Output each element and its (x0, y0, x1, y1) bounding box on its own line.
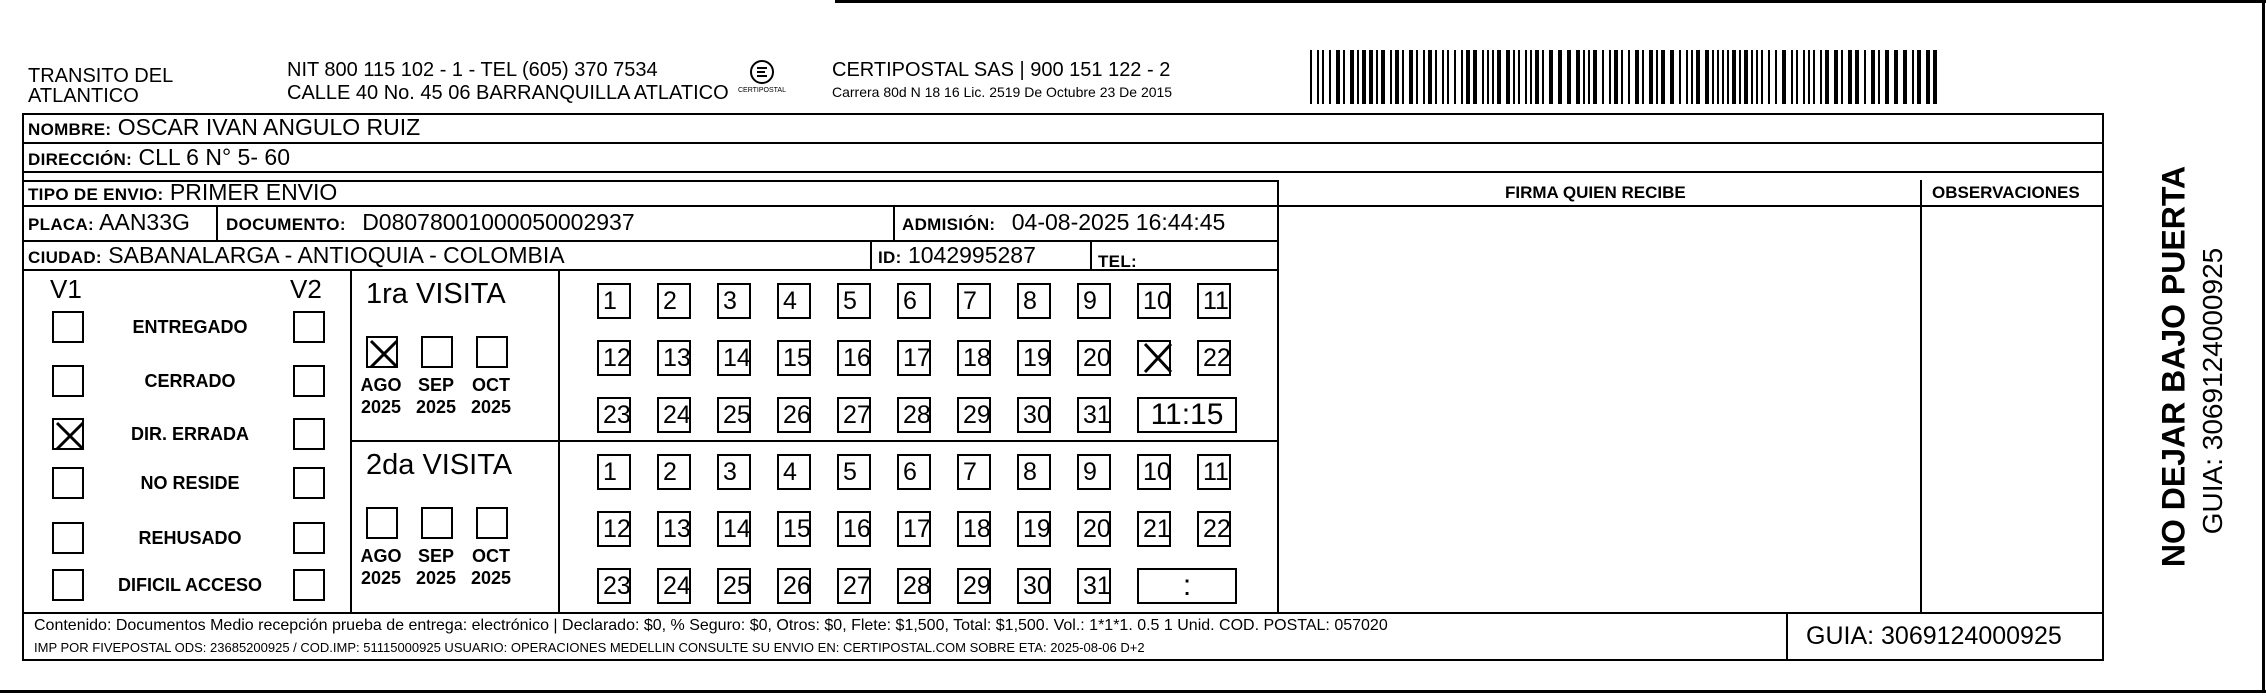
first-visit-day-box[interactable]: 17 (897, 340, 931, 376)
v2-checkbox[interactable] (293, 311, 325, 343)
first-visit-day-box[interactable]: 13 (657, 340, 691, 376)
second-visit-time-box[interactable]: : (1137, 568, 1237, 604)
second-visit-day-box[interactable]: 21 (1137, 511, 1171, 547)
col-tel-left (1090, 240, 1092, 269)
first-visit-day-box[interactable]: 15 (777, 340, 811, 376)
second-visit-day-box[interactable]: 13 (657, 511, 691, 547)
first-visit-day-box[interactable]: 8 (1017, 283, 1051, 319)
org-line2: ATLANTICO (28, 85, 139, 107)
company-line: CERTIPOSTAL SAS | 900 151 122 - 2 (832, 59, 1171, 81)
first-visit-month-checkbox[interactable] (366, 336, 398, 368)
first-visit-time-box[interactable]: 11:15 (1137, 397, 1237, 433)
first-visit-month-label: AGO 2025 (360, 375, 402, 417)
v2-checkbox[interactable] (293, 365, 325, 397)
v2-checkbox[interactable] (293, 418, 325, 450)
second-visit-day-box[interactable]: 7 (957, 454, 991, 490)
second-visit-day-box[interactable]: 3 (717, 454, 751, 490)
v2-checkbox[interactable] (293, 569, 325, 601)
logo-text: CERTIPOSTAL (738, 87, 786, 94)
scan-right-edge (2262, 0, 2265, 693)
status-label: DIFICIL ACCESO (117, 575, 262, 595)
imp-text: IMP POR FIVEPOSTAL ODS: 23685200925 / COD.IMP: 51115000925 USUARIO: OPERACIONES MEDELLIN CONSULTE SU ENVIO EN: CERTIPOSTAL.COM SOBRE ETA: 2025-08-06 D+2 (34, 640, 1145, 655)
first-visit-day-box[interactable]: 31 (1077, 397, 1111, 433)
second-visit-day-box[interactable]: 11 (1197, 454, 1231, 490)
barcode (1310, 50, 1950, 106)
no-dejar-warning: NO DEJAR BAJO PUERTA (2155, 165, 2192, 568)
second-visit-day-box[interactable]: 2 (657, 454, 691, 490)
id-field (878, 244, 1036, 267)
second-visit-day-box[interactable]: 8 (1017, 454, 1051, 490)
side-guia: GUIA: 3069124000925 (2197, 247, 2228, 535)
first-visit-day-box[interactable]: 20 (1077, 340, 1111, 376)
first-visit-day-box[interactable]: 3 (717, 283, 751, 319)
scan-bottom-edge (0, 690, 2266, 693)
col-footer-guia (1786, 612, 1788, 661)
direccion-label: DIRECCIÓN: (28, 150, 133, 169)
second-visit-month-checkbox[interactable] (476, 507, 508, 539)
second-visit-day-box[interactable]: 12 (597, 511, 631, 547)
status-label: ENTREGADO (132, 317, 248, 337)
id-label: ID: (878, 248, 902, 267)
license-line: Carrera 80d N 18 16 Lic. 2519 De Octubre 23 De 2015 (832, 84, 1173, 100)
second-visit-title: 2da VISITA (366, 449, 513, 481)
placa-field (28, 211, 190, 234)
v2-checkbox[interactable] (293, 522, 325, 554)
second-visit-day-box[interactable]: 24 (657, 568, 691, 604)
nombre-value: OSCAR IVAN ANGULO RUIZ (117, 114, 421, 140)
first-visit-day-box[interactable]: 7 (957, 283, 991, 319)
first-visit-day-box[interactable]: 24 (657, 397, 691, 433)
first-visit-day-box[interactable]: 6 (897, 283, 931, 319)
contenido-text: Contenido: Documentos Medio recepción prueba de entrega: electrónico | Declarado: $0, % Seguro: $0, Otros: $0, Flete: $1,500, Total: $1,500. Vol.: 1*1*1. 0.5 1 Unid. COD. POSTAL: 057020 (34, 617, 1388, 634)
first-visit-day-box[interactable]: 16 (837, 340, 871, 376)
tipo-envio-field (28, 181, 337, 204)
admision-label: ADMISIÓN: (902, 215, 996, 234)
second-visit-day-box[interactable]: 4 (777, 454, 811, 490)
first-visit-day-box[interactable]: 29 (957, 397, 991, 433)
first-visit-day-box[interactable]: 26 (777, 397, 811, 433)
first-visit-day-box[interactable]: 30 (1017, 397, 1051, 433)
row-line-2 (22, 171, 2104, 173)
second-visit-day-box[interactable]: 16 (837, 511, 871, 547)
first-visit-month-checkbox[interactable] (476, 336, 508, 368)
first-visit-day-box[interactable]: 12 (597, 340, 631, 376)
ciudad-value: SABANALARGA - ANTIOQUIA - COLOMBIA (108, 242, 565, 268)
first-visit-day-box[interactable]: 25 (717, 397, 751, 433)
footer-line (22, 612, 2104, 614)
second-visit-day-box[interactable]: 20 (1077, 511, 1111, 547)
second-visit-month-label: OCT 2025 (470, 546, 512, 588)
second-visit-day-box[interactable]: 10 (1137, 454, 1171, 490)
first-visit-day-box[interactable]: 22 (1197, 340, 1231, 376)
second-visit-day-box[interactable]: 17 (897, 511, 931, 547)
col-firma-left (1277, 180, 1279, 612)
ciudad-field (28, 244, 565, 267)
address-line: CALLE 40 No. 45 06 BARRANQUILLA ATLATICO (287, 82, 729, 104)
row-line-6 (22, 269, 1277, 271)
scan-top-edge (835, 0, 2266, 3)
second-visit-day-box[interactable]: 28 (897, 568, 931, 604)
col-admision-left (893, 205, 895, 240)
observaciones-header: OBSERVACIONES (1932, 183, 2080, 202)
status-label: DIR. ERRADA (130, 424, 249, 444)
second-visit-day-box[interactable]: 5 (837, 454, 871, 490)
org-line1: TRANSITO DEL (28, 65, 174, 87)
second-visit-day-box[interactable]: 6 (897, 454, 931, 490)
nit-line: NIT 800 115 102 - 1 - TEL (605) 370 7534 (287, 59, 658, 81)
first-visit-day-box[interactable]: 14 (717, 340, 751, 376)
first-visit-month-checkbox[interactable] (421, 336, 453, 368)
first-visit-day-box[interactable]: 23 (597, 397, 631, 433)
first-visit-day-box[interactable]: 4 (777, 283, 811, 319)
first-visit-day-box[interactable]: 18 (957, 340, 991, 376)
second-visit-day-box[interactable]: 22 (1197, 511, 1231, 547)
tipo-envio-label: TIPO DE ENVIO: (28, 185, 164, 204)
second-visit-day-box[interactable]: 14 (717, 511, 751, 547)
first-visit-day-box[interactable]: 5 (837, 283, 871, 319)
col-status-right (350, 269, 352, 612)
side-text (2106, 130, 2228, 590)
direccion-field (28, 146, 290, 169)
col-months-right (558, 269, 560, 612)
second-visit-day-box[interactable]: 23 (597, 568, 631, 604)
col-id-left (870, 240, 872, 269)
firma-header: FIRMA QUIEN RECIBE (1505, 183, 1686, 202)
first-visit-day-box[interactable] (1137, 340, 1171, 376)
admision-field (902, 211, 1225, 234)
visit-divider (350, 440, 1277, 442)
footer-guia: GUIA: 3069124000925 (1806, 622, 2062, 650)
ciudad-label: CIUDAD: (28, 248, 102, 267)
second-visit-month-checkbox[interactable] (366, 507, 398, 539)
second-visit-day-box[interactable]: 30 (1017, 568, 1051, 604)
second-visit-day-box[interactable]: 18 (957, 511, 991, 547)
certipostal-logo (730, 58, 794, 102)
first-visit-day-box[interactable]: 19 (1017, 340, 1051, 376)
col-obs-left (1920, 180, 1922, 612)
tipo-envio-value: PRIMER ENVIO (169, 179, 338, 205)
first-visit-day-box[interactable]: 1 (597, 283, 631, 319)
second-visit-month-label: AGO 2025 (360, 546, 402, 588)
tel-field (1098, 248, 1137, 271)
second-visit-day-box[interactable]: 27 (837, 568, 871, 604)
col-placa-right (216, 205, 218, 240)
second-visit-day-box[interactable]: 26 (777, 568, 811, 604)
tel-label: TEL: (1098, 252, 1137, 271)
first-visit-month-label: OCT 2025 (470, 375, 512, 417)
first-visit-day-box[interactable]: 9 (1077, 283, 1111, 319)
second-visit-month-checkbox[interactable] (421, 507, 453, 539)
status-label: NO RESIDE (140, 473, 240, 493)
first-visit-day-box[interactable]: 2 (657, 283, 691, 319)
documento-label: DOCUMENTO: (226, 215, 346, 234)
row-line-4 (22, 205, 2104, 207)
first-visit-day-box[interactable]: 28 (897, 397, 931, 433)
first-visit-title: 1ra VISITA (366, 278, 506, 310)
first-visit-day-box[interactable]: 11 (1197, 283, 1231, 319)
first-visit-month-label: SEP 2025 (415, 375, 457, 417)
id-value: 1042995287 (907, 242, 1036, 268)
admision-value: 04-08-2025 16:44:45 (1011, 209, 1226, 235)
v2-checkbox[interactable] (293, 467, 325, 499)
documento-field (226, 211, 635, 234)
placa-value: AAN33G (99, 209, 190, 235)
first-visit-day-box[interactable]: 10 (1137, 283, 1171, 319)
second-visit-day-box[interactable]: 29 (957, 568, 991, 604)
org-name (28, 66, 173, 106)
second-visit-day-box[interactable]: 9 (1077, 454, 1111, 490)
second-visit-day-box[interactable]: 25 (717, 568, 751, 604)
second-visit-month-label: SEP 2025 (415, 546, 457, 588)
status-label: REHUSADO (138, 528, 242, 548)
status-label: CERRADO (144, 371, 236, 391)
direccion-value: CLL 6 N° 5- 60 (138, 144, 290, 170)
nombre-label: NOMBRE: (28, 120, 112, 139)
nombre-field (28, 116, 420, 139)
second-visit-day-box[interactable]: 1 (597, 454, 631, 490)
first-visit-day-box[interactable]: 27 (837, 397, 871, 433)
v2-header: V2 (290, 274, 322, 304)
placa-label: PLACA: (28, 215, 95, 234)
documento-value: D08078001000050002937 (362, 209, 635, 235)
second-visit-day-box[interactable]: 19 (1017, 511, 1051, 547)
row-line-1 (22, 142, 2104, 144)
v1-header: V1 (50, 274, 82, 304)
second-visit-day-box[interactable]: 15 (777, 511, 811, 547)
second-visit-day-box[interactable]: 31 (1077, 568, 1111, 604)
